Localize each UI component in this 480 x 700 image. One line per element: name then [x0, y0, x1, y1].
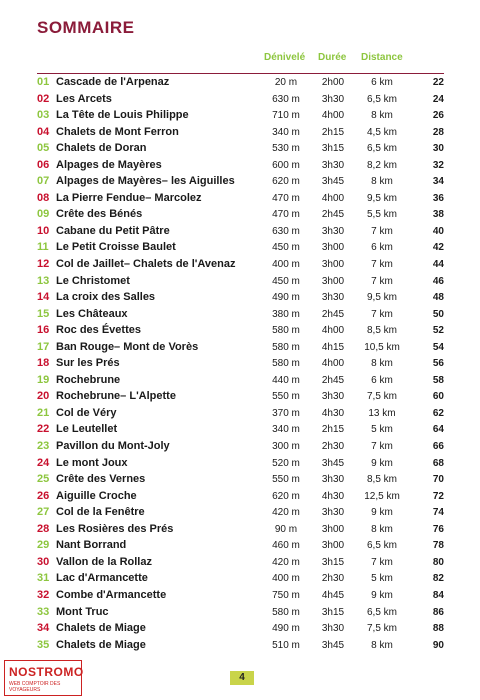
- row-denivele: 600 m: [272, 159, 300, 171]
- row-denivele: 420 m: [272, 507, 300, 519]
- row-duree: 4h00: [321, 110, 345, 122]
- row-denivele: 530 m: [272, 143, 300, 155]
- row-duree: 4h00: [321, 325, 345, 337]
- table-row[interactable]: [0, 108, 480, 125]
- row-name: Sur les Prés: [56, 357, 120, 370]
- row-name: Cascade de l'Arpenaz: [56, 76, 170, 88]
- row-number: 01: [37, 76, 50, 88]
- row-distance: 8 km: [371, 358, 393, 370]
- row-name: Aiguille Croche: [56, 489, 137, 502]
- row-denivele: 340 m: [272, 424, 300, 436]
- row-name: Alpages de Mayères– les Aiguilles: [56, 175, 235, 188]
- row-page: 30: [432, 143, 444, 155]
- row-distance: 7 km: [371, 259, 393, 271]
- row-duree: 3h00: [321, 242, 345, 254]
- row-page: 46: [432, 275, 444, 287]
- row-duree: 3h30: [321, 474, 345, 486]
- row-page: 34: [432, 176, 444, 188]
- publisher-logo: [4, 660, 82, 696]
- row-duree: 3h00: [321, 523, 345, 535]
- row-name: Col de Véry: [56, 406, 117, 419]
- row-distance: 8 km: [371, 639, 393, 651]
- row-page: 42: [432, 242, 444, 254]
- row-distance: 9 km: [371, 457, 393, 469]
- row-distance: 6,5 km: [366, 606, 397, 618]
- row-duree: 2h15: [321, 126, 345, 138]
- row-denivele: 90 m: [274, 523, 298, 535]
- row-number: 07: [37, 175, 50, 188]
- table-row[interactable]: [0, 174, 480, 191]
- row-page: 82: [432, 573, 444, 585]
- row-duree: 3h30: [321, 159, 345, 171]
- row-name: Vallon de la Rollaz: [56, 555, 152, 568]
- row-number: 05: [37, 142, 50, 155]
- row-duree: 3h00: [321, 275, 345, 287]
- row-page: 58: [432, 374, 444, 386]
- row-distance: 8 km: [371, 523, 393, 535]
- row-name: Chalets de Miage: [56, 638, 146, 651]
- row-duree: 3h30: [321, 623, 345, 635]
- page-number: 4: [230, 671, 254, 685]
- row-page: 86: [432, 606, 444, 618]
- row-number: 22: [37, 423, 50, 436]
- header-divider: [37, 73, 444, 74]
- row-denivele: 580 m: [272, 358, 300, 370]
- row-denivele: 420 m: [272, 556, 300, 568]
- row-duree: 2h30: [321, 441, 345, 453]
- row-page: 24: [432, 93, 444, 105]
- row-distance: 8,2 km: [366, 159, 397, 171]
- row-denivele: 550 m: [272, 474, 300, 486]
- row-denivele: 470 m: [272, 209, 300, 221]
- page-title: SOMMAIRE: [37, 18, 135, 37]
- row-duree: 4h30: [321, 490, 345, 502]
- row-denivele: 620 m: [272, 176, 300, 188]
- header-denivele: Dénivelé: [264, 52, 306, 63]
- row-number: 16: [37, 324, 50, 337]
- row-denivele: 400 m: [272, 259, 300, 271]
- row-denivele: 520 m: [272, 457, 300, 469]
- row-page: 66: [432, 441, 444, 453]
- row-distance: 7 km: [371, 308, 393, 320]
- row-distance: 4,5 km: [366, 126, 397, 138]
- row-page: 32: [432, 159, 444, 171]
- row-distance: 8 km: [371, 176, 393, 188]
- row-duree: 2h45: [321, 374, 345, 386]
- row-name: Les Arcets: [56, 92, 112, 105]
- logo-text: NOSTROMO: [9, 665, 84, 679]
- row-duree: 3h15: [321, 606, 345, 618]
- row-distance: 6 km: [371, 374, 393, 386]
- row-name: Crête des Vernes: [56, 473, 146, 486]
- row-name: Crête des Bénés: [56, 208, 143, 221]
- row-denivele: 490 m: [272, 623, 300, 635]
- row-duree: 3h15: [321, 143, 345, 155]
- table-row[interactable]: [0, 406, 480, 423]
- row-distance: 8,5 km: [366, 474, 397, 486]
- row-name: Les Châteaux: [56, 307, 128, 320]
- row-distance: 12,5 km: [364, 490, 400, 502]
- table-row[interactable]: [0, 538, 480, 555]
- row-page: 28: [432, 126, 444, 138]
- row-number: 10: [37, 224, 50, 237]
- row-duree: 4h00: [321, 358, 345, 370]
- row-page: 60: [432, 391, 444, 403]
- row-denivele: 450 m: [272, 242, 300, 254]
- row-name: Rochebrune: [56, 373, 121, 386]
- row-name: Chalets de Doran: [56, 142, 147, 155]
- row-duree: 3h30: [321, 225, 345, 237]
- table-row[interactable]: [0, 638, 480, 655]
- row-page: 88: [432, 623, 444, 635]
- table-row[interactable]: [0, 472, 480, 489]
- row-number: 03: [37, 109, 50, 122]
- row-duree: 4h00: [321, 192, 345, 204]
- row-name: Lac d'Armancette: [56, 572, 148, 585]
- row-duree: 2h00: [321, 77, 345, 88]
- table-row[interactable]: [0, 621, 480, 638]
- row-name: Le Christomet: [56, 274, 130, 287]
- row-denivele: 340 m: [272, 126, 300, 138]
- row-page: 38: [432, 209, 444, 221]
- row-denivele: 620 m: [272, 490, 300, 502]
- row-denivele: 20 m: [274, 77, 298, 88]
- row-duree: 3h00: [321, 540, 345, 552]
- table-row[interactable]: [0, 92, 480, 109]
- row-number: 23: [37, 440, 50, 453]
- row-distance: 5,5 km: [366, 209, 397, 221]
- row-number: 20: [37, 390, 50, 403]
- row-number: 09: [37, 208, 50, 221]
- table-row[interactable]: [0, 522, 480, 539]
- row-number: 35: [37, 638, 50, 651]
- row-duree: 3h15: [321, 556, 345, 568]
- row-denivele: 400 m: [272, 573, 300, 585]
- row-duree: 3h00: [321, 259, 345, 271]
- row-duree: 3h30: [321, 507, 345, 519]
- table-row[interactable]: [0, 439, 480, 456]
- row-distance: 9 km: [371, 589, 393, 601]
- row-denivele: 580 m: [272, 606, 300, 618]
- row-distance: 7 km: [371, 556, 393, 568]
- table-row[interactable]: [0, 356, 480, 373]
- row-distance: 13 km: [368, 407, 396, 419]
- row-denivele: 460 m: [272, 540, 300, 552]
- row-page: 78: [432, 540, 444, 552]
- row-duree: 3h45: [321, 457, 345, 469]
- row-denivele: 300 m: [272, 441, 300, 453]
- row-duree: 3h30: [321, 292, 345, 304]
- row-page: 70: [432, 474, 444, 486]
- row-distance: 7 km: [371, 275, 393, 287]
- logo-tagline: WEB COMPTOIR DES VOYAGEURS: [9, 681, 61, 693]
- table-row[interactable]: [0, 191, 480, 208]
- row-distance: 6,5 km: [366, 93, 397, 105]
- row-page: 90: [432, 639, 444, 651]
- row-distance: 7 km: [371, 225, 393, 237]
- row-page: 68: [432, 457, 444, 469]
- row-number: 30: [37, 555, 50, 568]
- table-row[interactable]: [0, 307, 480, 324]
- table-row[interactable]: [0, 571, 480, 588]
- row-distance: 9,5 km: [366, 192, 397, 204]
- row-duree: 4h30: [321, 407, 345, 419]
- table-row[interactable]: [0, 141, 480, 158]
- row-number: 02: [37, 92, 50, 105]
- table-row[interactable]: [0, 290, 480, 307]
- row-duree: 3h45: [321, 176, 345, 188]
- row-number: 24: [37, 456, 50, 469]
- row-denivele: 580 m: [272, 341, 300, 353]
- row-duree: 2h30: [321, 573, 345, 585]
- row-denivele: 630 m: [272, 93, 300, 105]
- table-row[interactable]: [0, 389, 480, 406]
- row-duree: 3h45: [321, 639, 345, 651]
- row-name: Cabane du Petit Pâtre: [56, 224, 170, 237]
- row-name: Ban Rouge– Mont de Vorès: [56, 340, 199, 353]
- table-row[interactable]: [0, 125, 480, 142]
- header-duree: Durée: [318, 52, 347, 63]
- row-number: 11: [37, 241, 49, 254]
- row-name: Le Petit Croisse Baulet: [56, 241, 176, 254]
- row-number: 12: [37, 258, 50, 271]
- table-row[interactable]: [0, 224, 480, 241]
- row-number: 34: [37, 622, 50, 635]
- row-number: 31: [37, 572, 50, 585]
- table-row[interactable]: [0, 373, 480, 390]
- row-page: 50: [432, 308, 444, 320]
- row-number: 15: [37, 307, 50, 320]
- row-distance: 6,5 km: [366, 540, 397, 552]
- table-row[interactable]: [0, 422, 480, 439]
- row-number: 14: [37, 291, 50, 304]
- row-denivele: 550 m: [272, 391, 300, 403]
- row-number: 19: [37, 373, 50, 386]
- table-row[interactable]: [0, 207, 480, 224]
- row-denivele: 470 m: [272, 192, 300, 204]
- row-distance: 8,5 km: [366, 325, 397, 337]
- row-name: La Pierre Fendue– Marcolez: [56, 191, 202, 204]
- table-row[interactable]: [0, 605, 480, 622]
- header-distance: Distance: [361, 52, 403, 63]
- row-distance: 8 km: [371, 110, 393, 122]
- row-number: 25: [37, 473, 50, 486]
- row-page: 44: [432, 259, 444, 271]
- row-number: 27: [37, 506, 50, 519]
- row-number: 04: [37, 125, 50, 138]
- row-page: 80: [432, 556, 444, 568]
- row-name: Chalets de Mont Ferron: [56, 125, 179, 138]
- row-denivele: 510 m: [272, 639, 300, 651]
- row-name: Chalets de Miage: [56, 622, 146, 635]
- row-page: 76: [432, 523, 444, 535]
- row-page: 56: [432, 358, 444, 370]
- row-duree: 2h15: [321, 424, 345, 436]
- row-distance: 7 km: [371, 441, 393, 453]
- row-name: Nant Borrand: [56, 539, 127, 552]
- contents-table: [0, 75, 480, 654]
- row-number: 32: [37, 588, 50, 601]
- row-duree: 2h45: [321, 209, 345, 221]
- row-denivele: 630 m: [272, 225, 300, 237]
- table-row[interactable]: [0, 257, 480, 274]
- row-duree: 3h30: [321, 391, 345, 403]
- row-distance: 5 km: [371, 573, 393, 585]
- table-row[interactable]: [0, 555, 480, 572]
- row-name: Alpages de Mayères: [56, 158, 162, 171]
- row-distance: 6 km: [371, 242, 393, 254]
- table-row[interactable]: [0, 240, 480, 257]
- row-number: 17: [37, 340, 50, 353]
- row-distance: 6 km: [371, 77, 393, 88]
- row-name: Col de Jaillet– Chalets de l'Avenaz: [56, 258, 236, 271]
- row-name: Pavillon du Mont-Joly: [56, 440, 170, 453]
- row-name: Rochebrune– L'Alpette: [56, 390, 176, 403]
- row-duree: 4h45: [321, 589, 345, 601]
- row-page: 74: [432, 507, 444, 519]
- row-name: Le mont Joux: [56, 456, 128, 469]
- row-distance: 7,5 km: [366, 623, 397, 635]
- row-page: 62: [432, 407, 444, 419]
- row-duree: 3h30: [321, 93, 345, 105]
- table-row[interactable]: [0, 158, 480, 175]
- row-page: 26: [432, 110, 444, 122]
- row-page: 52: [432, 325, 444, 337]
- row-number: 08: [37, 191, 50, 204]
- row-number: 26: [37, 489, 50, 502]
- row-denivele: 440 m: [272, 374, 300, 386]
- table-row[interactable]: [0, 323, 480, 340]
- table-row[interactable]: [0, 489, 480, 506]
- table-row[interactable]: [0, 456, 480, 473]
- row-page: 48: [432, 292, 444, 304]
- table-row[interactable]: [0, 588, 480, 605]
- row-name: La Tête de Louis Philippe: [56, 109, 189, 122]
- row-page: 84: [432, 589, 444, 601]
- row-page: 40: [432, 225, 444, 237]
- row-distance: 9,5 km: [366, 292, 397, 304]
- row-number: 21: [37, 406, 50, 419]
- row-page: 54: [432, 341, 444, 353]
- row-distance: 9 km: [371, 507, 393, 519]
- row-denivele: 370 m: [272, 407, 300, 419]
- row-page: 64: [432, 424, 444, 436]
- table-row[interactable]: [0, 340, 480, 357]
- row-distance: 6,5 km: [366, 143, 397, 155]
- row-page: 22: [432, 77, 444, 88]
- row-page: 72: [432, 490, 444, 502]
- row-denivele: 490 m: [272, 292, 300, 304]
- table-row[interactable]: [0, 274, 480, 291]
- row-duree: 4h15: [321, 341, 345, 353]
- row-denivele: 710 m: [272, 110, 300, 122]
- row-name: Combe d'Armancette: [56, 588, 167, 601]
- row-distance: 10,5 km: [364, 341, 400, 353]
- row-name: Les Rosières des Prés: [56, 522, 174, 535]
- row-number: 13: [37, 274, 50, 287]
- row-name: Mont Truc: [56, 605, 109, 618]
- row-number: 18: [37, 357, 50, 370]
- row-denivele: 580 m: [272, 325, 300, 337]
- row-denivele: 750 m: [272, 589, 300, 601]
- row-name: La croix des Salles: [56, 291, 156, 304]
- row-name: Roc des Évettes: [56, 324, 141, 337]
- row-denivele: 380 m: [272, 308, 300, 320]
- row-number: 28: [37, 522, 50, 535]
- row-name: Col de la Fenêtre: [56, 506, 145, 519]
- row-name: Le Leutellet: [56, 423, 118, 436]
- table-row[interactable]: [0, 75, 480, 92]
- row-number: 33: [37, 605, 50, 618]
- row-page: 36: [432, 192, 444, 204]
- row-number: 29: [37, 539, 50, 552]
- row-denivele: 450 m: [272, 275, 300, 287]
- row-distance: 5 km: [371, 424, 393, 436]
- row-distance: 7,5 km: [366, 391, 397, 403]
- row-duree: 2h45: [321, 308, 345, 320]
- row-number: 06: [37, 158, 50, 171]
- table-row[interactable]: [0, 505, 480, 522]
